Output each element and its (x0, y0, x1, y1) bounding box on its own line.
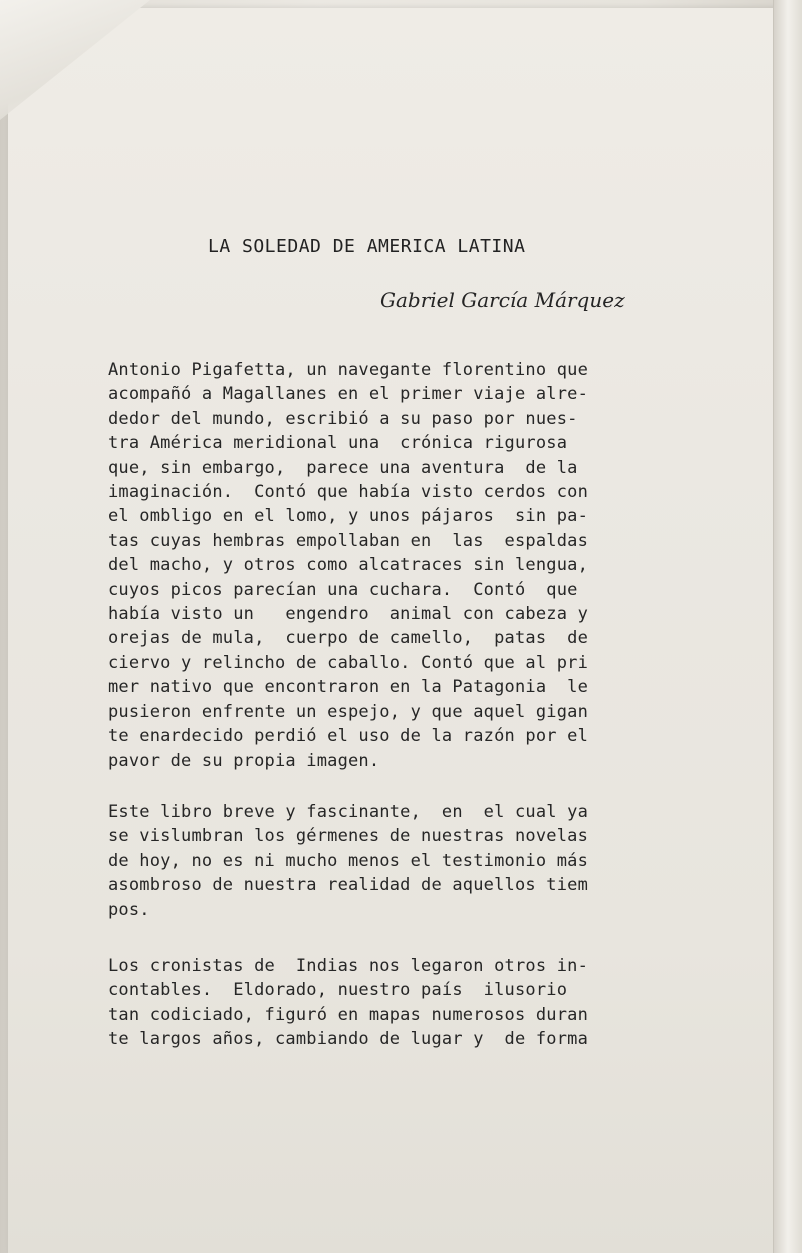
text-line: Antonio Pigafetta, un navegante florentino que (108, 360, 589, 380)
text-line: había visto un engendro animal con cabeza y (108, 604, 589, 625)
text-line: te enardecido perdió el uso de la razón por el (108, 726, 589, 747)
text-line: se vislumbran los gérmenes de nuestras novelas (108, 826, 589, 847)
text-line: cuyos picos parecían una cuchara. Contó que (108, 579, 578, 600)
text-line: pusieron enfrente un espejo, y que aquel gigan (108, 701, 589, 722)
paragraph-3 (108, 954, 678, 1052)
text-line: pos. (108, 899, 150, 920)
text-line: mer nativo que encontraron en la Patagonia le (108, 677, 589, 698)
text-line: Este libro breve y fascinante, en el cual ya (108, 802, 589, 822)
text-line: asombroso de nuestra realidad de aquellos tiem (108, 875, 589, 896)
text-line: que, sin embargo, parece una aventura de la (108, 457, 578, 478)
text-line: de hoy, no es ni mucho menos el testimonio más (108, 850, 589, 871)
text-line: ciervo y relincho de caballo. Contó que al pri (108, 652, 589, 673)
paragraph-1 (108, 358, 678, 773)
text-line: del macho, y otros como alcatraces sin lengua, (108, 555, 589, 576)
text-line: tra América meridional una crónica rigurosa (108, 433, 568, 454)
text-line: orejas de mula, cuerpo de camello, patas de (108, 628, 589, 649)
text-line: tan codiciado, figuró en mapas numerosos duran (108, 1004, 589, 1025)
text-line: imaginación. Contó que había visto cerdos con (108, 482, 589, 503)
text-line: el ombligo en el lomo, y unos pájaros sin pa- (108, 506, 589, 527)
paragraph-2 (108, 800, 678, 922)
text-line: contables. Eldorado, nuestro país ilusorio (108, 980, 568, 1001)
text-line: te largos años, cambiando de lugar y de forma (108, 1029, 589, 1050)
text-line: tas cuyas hembras empollaban en las espaldas (108, 530, 589, 551)
text-line: pavor de su propia imagen. (108, 750, 380, 771)
document-title: LA SOLEDAD DE AMERICA LATINA (208, 236, 526, 257)
text-line: Los cronistas de Indias nos legaron otros in- (108, 956, 589, 976)
text-line: dedor del mundo, escribió a su paso por nues- (108, 408, 578, 429)
text-line: acompañó a Magallanes en el primer viaje alre- (108, 384, 589, 405)
author-signature: Gabriel García Márquez (380, 288, 625, 312)
document-page (8, 8, 778, 1253)
page-edge (773, 0, 802, 1253)
